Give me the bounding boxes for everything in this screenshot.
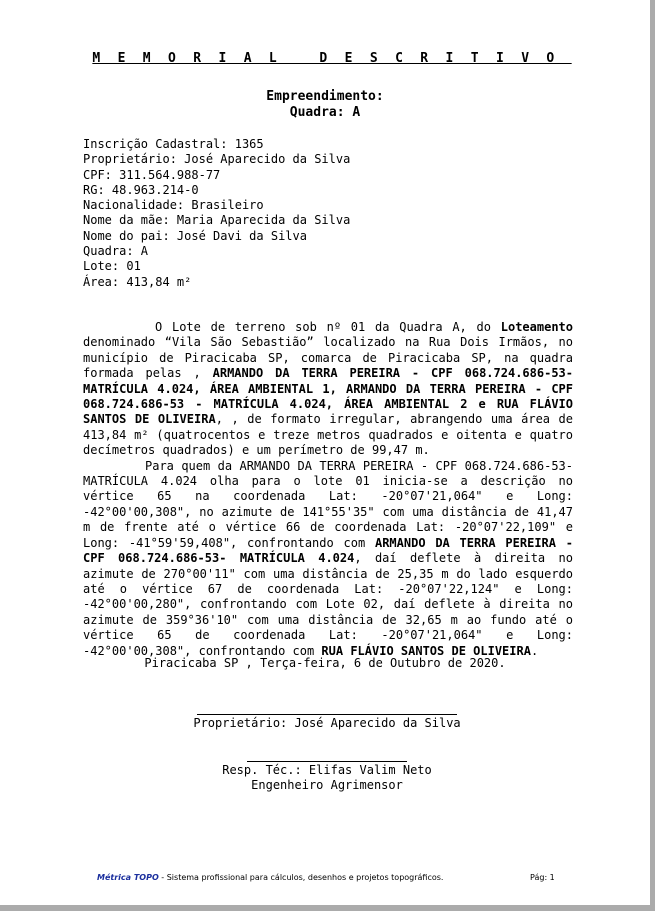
signature-tech-name: Resp. Téc.: Elifas Valim Neto <box>222 763 432 777</box>
field-rg: RG: 48.963.214-0 <box>83 182 199 197</box>
signature-line-owner <box>197 714 457 715</box>
subtitle-line-2: Quadra: A <box>289 105 361 120</box>
p1-a: O Lote de terreno sob nº 01 da Quadra A, do <box>155 320 501 334</box>
p2-c: , daí deflete à direita no azimute de 270°00'11" com uma distância de 25,35 m do lado esquerdo até o vértice 67 de coordenada Lat: -20°07'22,124" e Long: -42°00'00,280", confrontando com Lote 02, daí deflete à direita no azimute de 359°36'10" com uma distância de 32,65 m ao fundo até o vértice 65 de coordenada Lat: -20°07'21,064" e Long: -42°00'00,308", confrontando com <box>83 551 573 658</box>
document-title-text: MEMORIAL DESCRITIVO <box>92 51 572 66</box>
p1-d: ARMANDO DA TERRA PEREIRA - CPF 068.724.686-53- MATRÍCULA 4.024, ÁREA AMBIENTAL 1, ARMANDO DA TERRA PEREIRA - CPF 068.724.686-53 - MATRÍCULA 4.024, ÁREA AMBIENTAL 2 e RUA FLÁVIO SANTOS DE OLIVEIRA <box>83 366 573 427</box>
signature-owner <box>150 716 504 731</box>
description-body <box>83 320 573 659</box>
document-title <box>0 51 650 66</box>
p1-e: , , de formato irregular, abrangendo uma área de 413,84 m² (quatrocentos e treze metros quadrados e oitenta e quatro decímetros quadrados) e um perímetro de 99,47 m. <box>83 412 574 458</box>
field-quadra: Quadra: A <box>83 244 149 259</box>
paragraph-perimeter <box>83 459 573 659</box>
field-cpf: CPF: 311.564.988-77 <box>83 167 221 182</box>
subtitle <box>0 89 650 121</box>
signature-tech <box>150 763 504 793</box>
field-proprietario: Proprietário: José Aparecido da Silva <box>83 152 351 167</box>
field-nome-pai: Nome do pai: José Davi da Silva <box>83 228 307 243</box>
p1-c: denominado “Vila São Sebastião” localizado na Rua Dois Irmãos, no município de Piracicaba SP, comarca de Piracicaba SP, na quadra formada pelas , <box>83 335 573 381</box>
field-area: Área: 413,84 m² <box>83 274 192 289</box>
footer-page-number: Pág: 1 <box>530 873 555 882</box>
p1-b: Loteamento <box>500 320 573 334</box>
signature-tech-title: Engenheiro Agrimensor <box>251 778 403 792</box>
signature-owner-label: Proprietário: José Aparecido da Silva <box>193 716 461 730</box>
p2-e: . <box>530 643 539 658</box>
signature-line-tech <box>247 761 407 762</box>
p2-b: ARMANDO DA TERRA PEREIRA - CPF 068.724.686-53- MATRÍCULA 4.024 <box>83 535 574 566</box>
field-nome-mae: Nome da mãe: Maria Aparecida da Silva <box>83 213 351 228</box>
page-footer <box>97 873 555 882</box>
subtitle-line-1: Empreendimento: <box>266 89 384 104</box>
footer-text: - Sistema profissional para cálculos, desenhos e projetos topográficos. <box>158 873 444 882</box>
paragraph-lot <box>83 320 573 459</box>
date-line <box>0 656 650 670</box>
field-inscricao: Inscrição Cadastral: 1365 <box>83 137 264 151</box>
field-lote: Lote: 01 <box>83 259 141 274</box>
p2-a: Para quem da ARMANDO DA TERRA PEREIRA - CPF 068.724.686-53- MATRÍCULA 4.024 olha para o lote 01 inicia-se a descrição no vértice 65 na coordenada Lat: -20°07'21,064" e Long: -42°00'00,308", no azimute de 141°55'35" com uma distância de 41,47 m de frente até o vértice 66 de coordenada Lat: -20°07'22,109" e Long: -41°59'59,408", confrontando com <box>83 458 573 550</box>
p2-d: RUA FLÁVIO SANTOS DE OLIVEIRA <box>321 643 531 658</box>
owner-fields <box>83 137 350 290</box>
date-text: Piracicaba SP , Terça-feira, 6 de Outubro de 2020. <box>144 656 506 670</box>
footer-brand: Métrica TOPO <box>97 873 159 882</box>
field-nacionalidade: Nacionalidade: Brasileiro <box>83 198 264 213</box>
